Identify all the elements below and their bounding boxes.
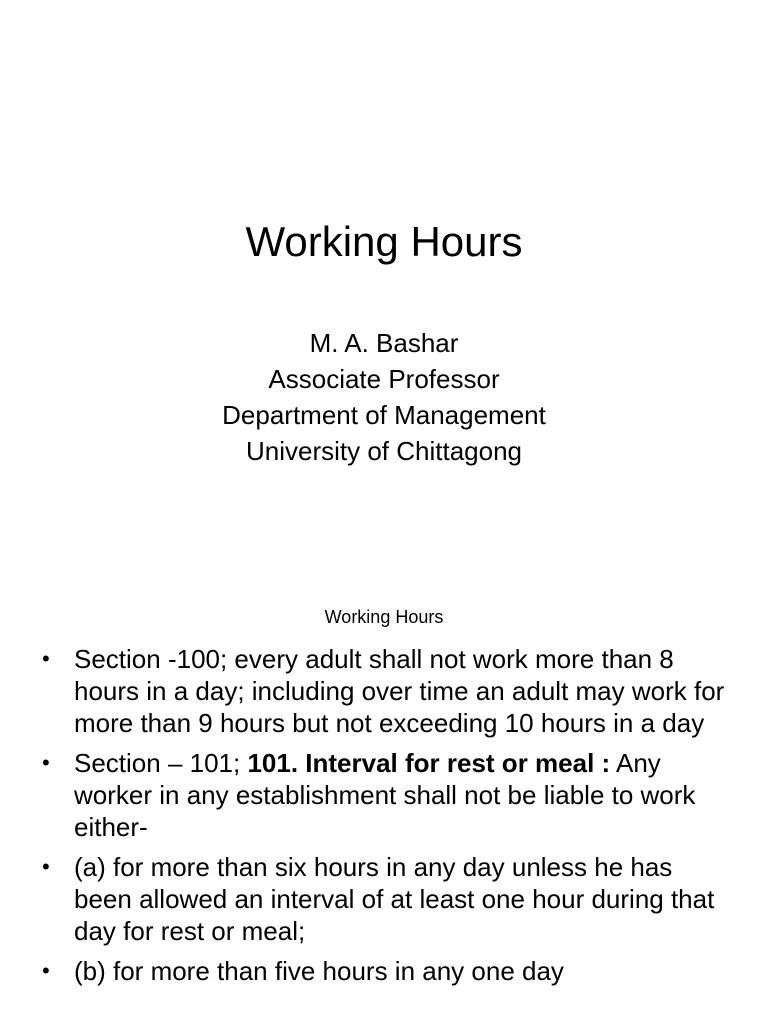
bullet-glyph: • <box>42 958 50 983</box>
author-info <box>0 325 768 469</box>
content-slide <box>0 576 768 1024</box>
author-name: M. A. Bashar <box>309 328 459 358</box>
bullet-rest: Any worker in any establishment shall not be liable to work either- <box>74 748 696 842</box>
bullet-item-section-101 <box>42 747 732 843</box>
bullet-prefix: Section – 101; <box>74 748 248 778</box>
author-department: Department of Management <box>222 400 546 430</box>
bullet-bold-heading: 101. Interval for rest or meal : <box>247 748 611 778</box>
author-position: Associate Professor <box>268 364 500 394</box>
bullet-text: (a) for more than six hours in any day unless he has been allowed an interval of at least one hour during that day for rest or meal; <box>74 852 715 946</box>
slide-title: Working Hours <box>245 218 523 265</box>
bullet-text: Section -100; every adult shall not work more than 8 hours in a day; including over time an adult may work for more than 9 hours but not exceeding 10 hours in a day <box>74 644 725 738</box>
bullet-glyph: • <box>42 750 50 775</box>
bullet-text: (b) for more than five hours in any one day <box>74 956 564 986</box>
bullet-glyph: • <box>42 854 50 879</box>
bullet-glyph: • <box>42 646 50 671</box>
bullet-list <box>42 643 732 995</box>
content-slide-title: Working Hours <box>324 607 444 627</box>
author-university: University of Chittagong <box>245 436 523 466</box>
bullet-item-clause-b <box>42 955 732 987</box>
bullet-item-clause-a <box>42 851 732 947</box>
bullet-item-section-100 <box>42 643 732 739</box>
